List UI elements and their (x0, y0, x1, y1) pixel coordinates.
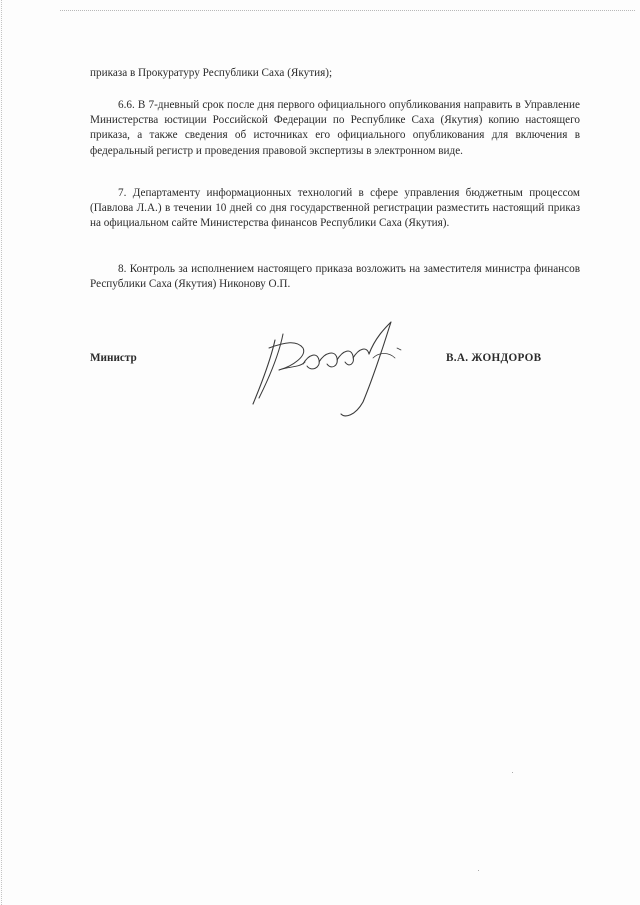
paragraph-6-6: 6.6. В 7-дневный срок после дня первого официального опубликования направить в Управление Министерства юстиции Российской Федерации по Республике Саха (Якутия) копию настоящего приказа, а также сведения об источниках его официального опубликования для включения в федеральный регистр и проведения правовой экспертизы в электронном виде. (90, 99, 580, 157)
scan-speck (512, 772, 513, 773)
paragraph-7: 7. Департаменту информационных технологий в сфере управления бюджетным процессом (Павлова Л.А.) в течении 10 дней со дня государственной регистрации разместить настоящий приказ на официальном сайте Министерства финансов Республики Саха (Якутия). (90, 187, 580, 230)
paragraph-continuation: приказа в Прокуратуру Республики Саха (Якутия); (90, 67, 333, 79)
scan-speck (478, 870, 479, 871)
scan-left-edge (1, 0, 2, 905)
handwritten-signature-icon (245, 318, 420, 423)
scan-top-edge (60, 10, 635, 11)
signatory-name: В.А. ЖОНДОРОВ (446, 352, 542, 364)
paragraph-8: 8. Контроль за исполнением настоящего приказа возложить на заместителя министра финансов Республики Саха (Якутия) Никонову О.П. (90, 263, 580, 291)
signatory-role: Министр (90, 352, 137, 364)
